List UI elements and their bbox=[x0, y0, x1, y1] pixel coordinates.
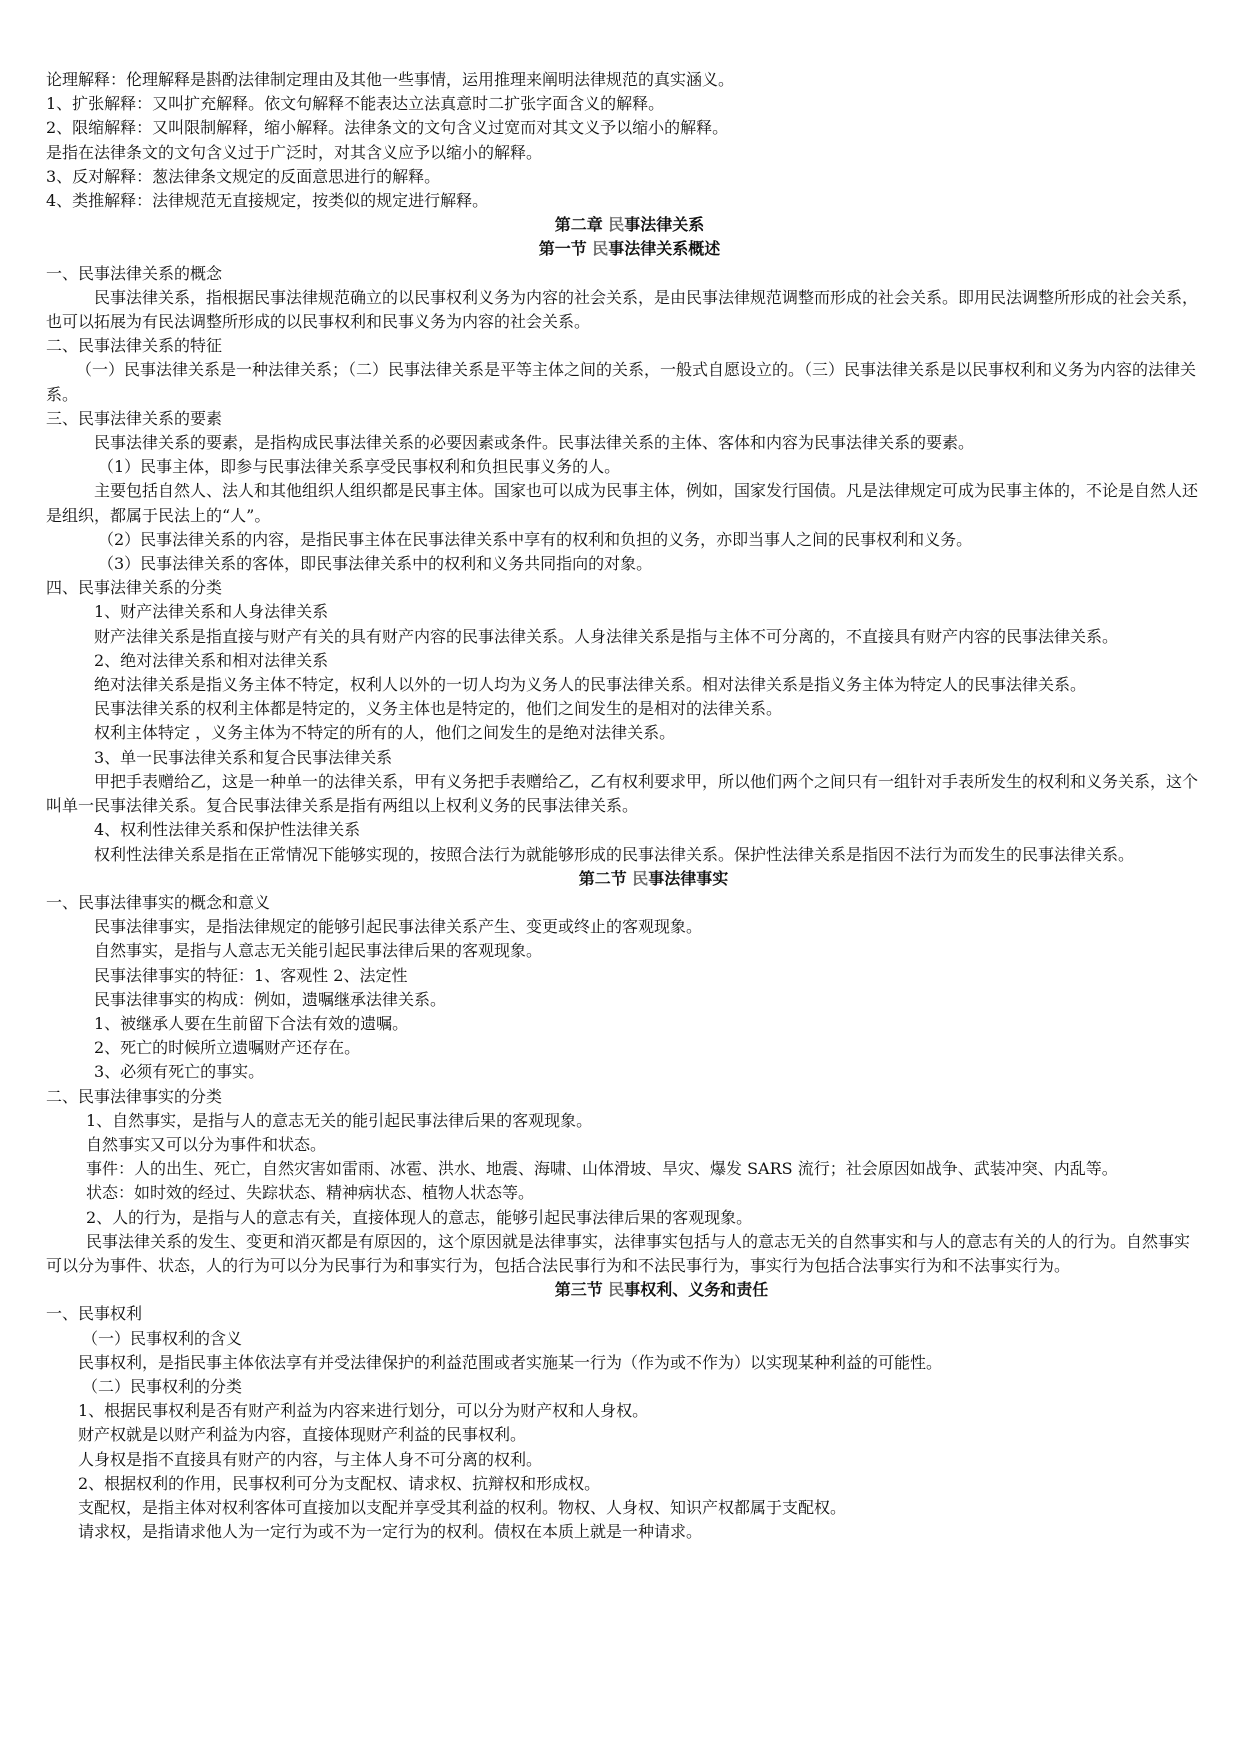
paragraph: 3、必须有死亡的事实。 bbox=[94, 1062, 265, 1082]
heading: 一、民事法律事实的概念和意义 bbox=[46, 892, 271, 912]
paragraph: 请求权，是指请求他人为一定行为或不为一定行为的权利。债权在本质上就是一种请求。 bbox=[78, 1522, 703, 1542]
chapter-mark: 民 bbox=[608, 215, 625, 235]
section-rest: 事法律关系概述 bbox=[608, 239, 721, 259]
heading: 一、民事法律关系的概念 bbox=[46, 263, 223, 283]
paragraph: 4、类推解释：法律规范无直接规定，按类似的规定进行解释。 bbox=[46, 191, 489, 211]
paragraph: 2、死亡的时候所立遗嘱财产还存在。 bbox=[94, 1038, 361, 1058]
paragraph: 支配权，是指主体对权利客体可直接加以支配并享受其利益的权利。物权、人身权、知识产权都属于支配权。 bbox=[78, 1497, 847, 1517]
paragraph: 自然事实又可以分为事件和状态。 bbox=[86, 1134, 327, 1154]
section-mark: 民 bbox=[608, 1280, 625, 1300]
paragraph: （2）民事法律关系的内容，是指民事主体在民事法律关系中享有的权利和负担的义务，亦即当事人之间的民事权利和义务。 bbox=[98, 529, 973, 549]
paragraph: （一）民事法律关系是一种法律关系；（二）民事法律关系是平等主体之间的关系，一般式自愿设立的。（三）民事法律关系是以民事权利和义务为内容的法律关系。 bbox=[46, 360, 1197, 404]
section-title bbox=[46, 237, 1201, 261]
paragraph: 是指在法律条文的文句含义过于广泛时，对其含义应予以缩小的解释。 bbox=[46, 142, 543, 162]
paragraph: 民事法律事实，是指法律规定的能够引起民事法律关系产生、变更或终止的客观现象。 bbox=[94, 917, 703, 937]
subheading: 2、绝对法律关系和相对法律关系 bbox=[94, 650, 329, 670]
paragraph: 民事法律事实的构成：例如，遗嘱继承法律关系。 bbox=[94, 989, 447, 1009]
section-1-body bbox=[46, 262, 1201, 867]
paragraph: 1、自然事实，是指与人的意志无关的能引起民事法律后果的客观现象。 bbox=[86, 1110, 593, 1130]
chapter-prefix: 第二章 bbox=[554, 215, 609, 235]
paragraph: 1、被继承人要在生前留下合法有效的遗嘱。 bbox=[94, 1013, 409, 1033]
paragraph: （3）民事法律关系的客体，即民事法律关系中的权利和义务共同指向的对象。 bbox=[98, 554, 653, 574]
paragraph: 主要包括自然人、法人和其他组织人组织都是民事主体。国家也可以成为民事主体，例如，国家发行国债。凡是法律规定可成为民事主体的，不论是自然人还是组织，都属于民法上的“人”。 bbox=[46, 481, 1199, 525]
paragraph: （1）民事主体，即参与民事法律关系享受民事权利和负担民事义务的人。 bbox=[98, 457, 621, 477]
paragraph: 状态：如时效的经过、失踪状态、精神病状态、植物人状态等。 bbox=[86, 1183, 535, 1203]
subheading: （二）民事权利的分类 bbox=[82, 1376, 243, 1396]
chapter-title bbox=[46, 213, 1201, 237]
subheading: 4、权利性法律关系和保护性法律关系 bbox=[94, 820, 361, 840]
paragraph: 1、扩张解释：又叫扩充解释。依文句解释不能表达立法真意时二扩张字面含义的解释。 bbox=[46, 94, 665, 114]
paragraph: 绝对法律关系是指义务主体不特定，权利人以外的一切人均为义务人的民事法律关系。相对法律关系是指义务主体为特定人的民事法律关系。 bbox=[94, 675, 1087, 695]
section-3-body bbox=[46, 1302, 1201, 1544]
paragraph: 民事法律关系的权利主体都是特定的，义务主体也是特定的，他们之间发生的是相对的法律关系。 bbox=[94, 699, 783, 719]
heading: 一、民事权利 bbox=[46, 1304, 143, 1324]
section-mark: 民 bbox=[632, 868, 649, 888]
paragraph: 2、限缩解释：又叫限制解释，缩小解释。法律条文的文句含义过宽而对其文义予以缩小的解释。 bbox=[46, 118, 729, 138]
chapter-rest: 事法律关系 bbox=[624, 215, 705, 235]
section-2-body bbox=[46, 891, 1201, 1278]
subheading: 3、单一民事法律关系和复合民事法律关系 bbox=[94, 747, 393, 767]
paragraph: 论理解释：伦理解释是斟酌法律制定理由及其他一些事情，运用推理来阐明法律规范的真实涵义。 bbox=[46, 70, 735, 89]
paragraph: 民事法律事实的特征：1、客观性 2、法定性 bbox=[94, 965, 408, 985]
subheading: 1、财产法律关系和人身法律关系 bbox=[94, 602, 329, 622]
paragraph: 自然事实，是指与人意志无关能引起民事法律后果的客观现象。 bbox=[94, 941, 543, 961]
section-title bbox=[46, 1278, 1201, 1302]
intro-section bbox=[46, 68, 1201, 213]
paragraph: 2、根据权利的作用，民事权利可分为支配权、请求权、抗辩权和形成权。 bbox=[78, 1473, 601, 1493]
section-prefix: 第二节 bbox=[578, 868, 633, 888]
heading: 三、民事法律关系的要素 bbox=[46, 408, 223, 428]
paragraph: 甲把手表赠给乙，这是一种单一的法律关系，甲有义务把手表赠给乙，乙有权利要求甲，所以他们两个之间只有一组针对手表所发生的权利和义务关系，这个叫单一民事法律关系。复合民事法律关系是指有两组以上权利义务的民事法律关系。 bbox=[46, 771, 1199, 816]
subheading: （一）民事权利的含义 bbox=[82, 1328, 243, 1348]
section-mark: 民 bbox=[592, 239, 609, 259]
paragraph: 3、反对解释：葱法律条文规定的反面意思进行的解释。 bbox=[46, 166, 441, 186]
section-rest: 事权利、义务和责任 bbox=[624, 1280, 769, 1300]
section-title bbox=[46, 867, 1201, 891]
paragraph: 民事法律关系的要素，是指构成民事法律关系的必要因素或条件。民事法律关系的主体、客体和内容为民事法律关系的要素。 bbox=[94, 433, 975, 453]
paragraph: 财产权就是以财产利益为内容，直接体现财产利益的民事权利。 bbox=[78, 1425, 527, 1445]
paragraph: 民事权利，是指民事主体依法享有并受法律保护的利益范围或者实施某一行为（作为或不作为）以实现某种利益的可能性。 bbox=[78, 1352, 943, 1372]
paragraph: 民事法律关系，指根据民事法律规范确立的以民事权利义务为内容的社会关系，是由民事法律规范调整而形成的社会关系。即用民法调整所形成的社会关系，也可以拓展为有民法调整所形成的以民事权利和民事义务为内容的社会关系。 bbox=[46, 287, 1199, 332]
paragraph: 权利性法律关系是指在正常情况下能够实现的，按照合法行为就能够形成的民事法律关系。保护性法律关系是指因不法行为而发生的民事法律关系。 bbox=[94, 844, 1135, 864]
paragraph: 财产法律关系是指直接与财产有关的具有财产内容的民事法律关系。人身法律关系是指与主体不可分离的，不直接具有财产内容的民事法律关系。 bbox=[94, 626, 1119, 646]
paragraph: 民事法律关系的发生、变更和消灭都是有原因的，这个原因就是法律事实，法律事实包括与人的意志无关的自然事实和与人的意志有关的人的行为。自然事实可以分为事件、状态，人的行为可以分为民事行为和事实行为，包括合法民事行为和不法民事行为，事实行为包括合法事实行为和不法事实行为。 bbox=[46, 1231, 1191, 1275]
paragraph: 权利主体特定 ，义务主体为不特定的所有的人，他们之间发生的是绝对法律关系。 bbox=[94, 723, 676, 743]
paragraph: 2、人的行为，是指与人的意志有关，直接体现人的意志，能够引起民事法律后果的客观现象。 bbox=[86, 1207, 753, 1227]
section-rest: 事法律事实 bbox=[648, 868, 729, 888]
heading: 四、民事法律关系的分类 bbox=[46, 578, 223, 598]
section-prefix: 第一节 bbox=[538, 239, 593, 259]
section-prefix: 第三节 bbox=[554, 1280, 609, 1300]
paragraph: 人身权是指不直接具有财产的内容，与主体人身不可分离的权利。 bbox=[78, 1449, 543, 1469]
paragraph: 事件：人的出生、死亡，自然灾害如雷雨、冰雹、洪水、地震、海啸、山体滑坡、旱灾、爆发 SARS 流行；社会原因如战争、武装冲突、内乱等。 bbox=[86, 1159, 1118, 1179]
paragraph: 1、根据民事权利是否有财产利益为内容来进行划分，可以分为财产权和人身权。 bbox=[78, 1401, 649, 1421]
heading: 二、民事法律关系的特征 bbox=[46, 336, 223, 356]
heading: 二、民事法律事实的分类 bbox=[46, 1086, 223, 1106]
